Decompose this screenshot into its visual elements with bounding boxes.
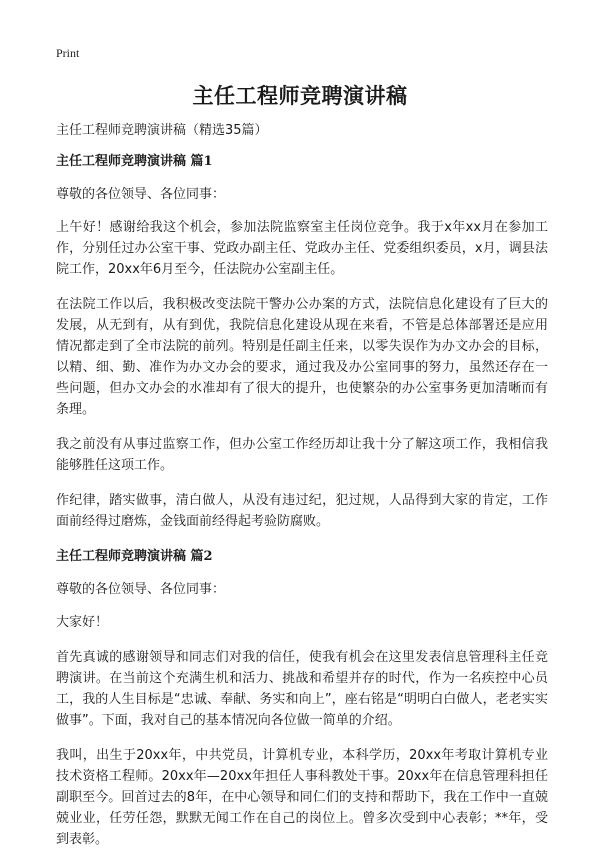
paragraph: 在法院工作以后，我积极改变法院干警办公办案的方式，法院信息化建设有了巨大的发展，从无到有，从有到优，我院信息化建设从现在来看，不管是总体部署还是应用情况都走到了全市法院的前列。特别是任副主任来，以零失误作为办文办会的目标，以精、细、勤、准作为办文办会的要求，通过我及办公室同事的努力，虽然还存在一些问题，但办文办会的水准却有了很大的提升，也使繁杂的办公室事务更加清晰而有条理。 (56, 297, 548, 417)
paragraph: 作纪律，踏实做事，清白做人，从没有违过纪，犯过规，人品得到大家的肯定，工作面前经得过磨炼，金钱面前经得起考验防腐败。 (56, 493, 548, 529)
paragraph: 我之前没有从事过监察工作，但办公室工作经历却让我十分了解这项工作，我相信我能够胜任这项工作。 (56, 437, 548, 473)
document-subtitle: 主任工程师竞聘演讲稿（精选35篇） (56, 123, 268, 138)
document-body (56, 120, 548, 864)
document-title: 主任工程师竞聘演讲稿 (192, 84, 408, 108)
greeting: 尊敬的各位领导、各位同事： (56, 187, 226, 202)
section-heading: 主任工程师竞聘演讲稿 篇1 (56, 154, 213, 169)
paragraph: 我叫，出生于20xx年，中共党员，计算机专业，本科学历，20xx年考取计算机专业技术资格工程师。20xx年—20xx年担任人事科教处干事。20xx年在信息管理科担任副职至今。回首过去的8年，在中心领导和同仁们的支持和帮助下，我在工作中一直兢兢业业，任劳任怨，默默无闻工作在自己的岗位上。曾多次受到中心表彰；**年，受到表彰。 (56, 748, 548, 847)
greeting: 尊敬的各位领导、各位同事： (56, 582, 226, 597)
paragraph: 上午好！感谢给我这个机会，参加法院监察室主任岗位竞争。我于x年xx月在参加工作，分别任过办公室干事、党政办副主任、党政办主任、党委组织委员，x月，调县法院工作，20xx年6月至今，任法院办公室副主任。 (56, 220, 548, 277)
section-heading: 主任工程师竞聘演讲稿 篇2 (56, 549, 213, 564)
paragraph: 首先真诚的感谢领导和同志们对我的信任，使我有机会在这里发表信息管理科主任竞聘演讲。在当前这个充满生机和活力、挑战和希望并存的时代，作为一名疾控中心员工，我的人生目标是“忠诚、奉献、务实和向上”，座右铭是“明明白白做人，老老实实做事”。下面，我对自己的基本情况向各位做一简单的介绍。 (56, 650, 548, 728)
paragraph: 大家好！ (56, 615, 109, 630)
print-link[interactable]: Print (56, 46, 80, 60)
